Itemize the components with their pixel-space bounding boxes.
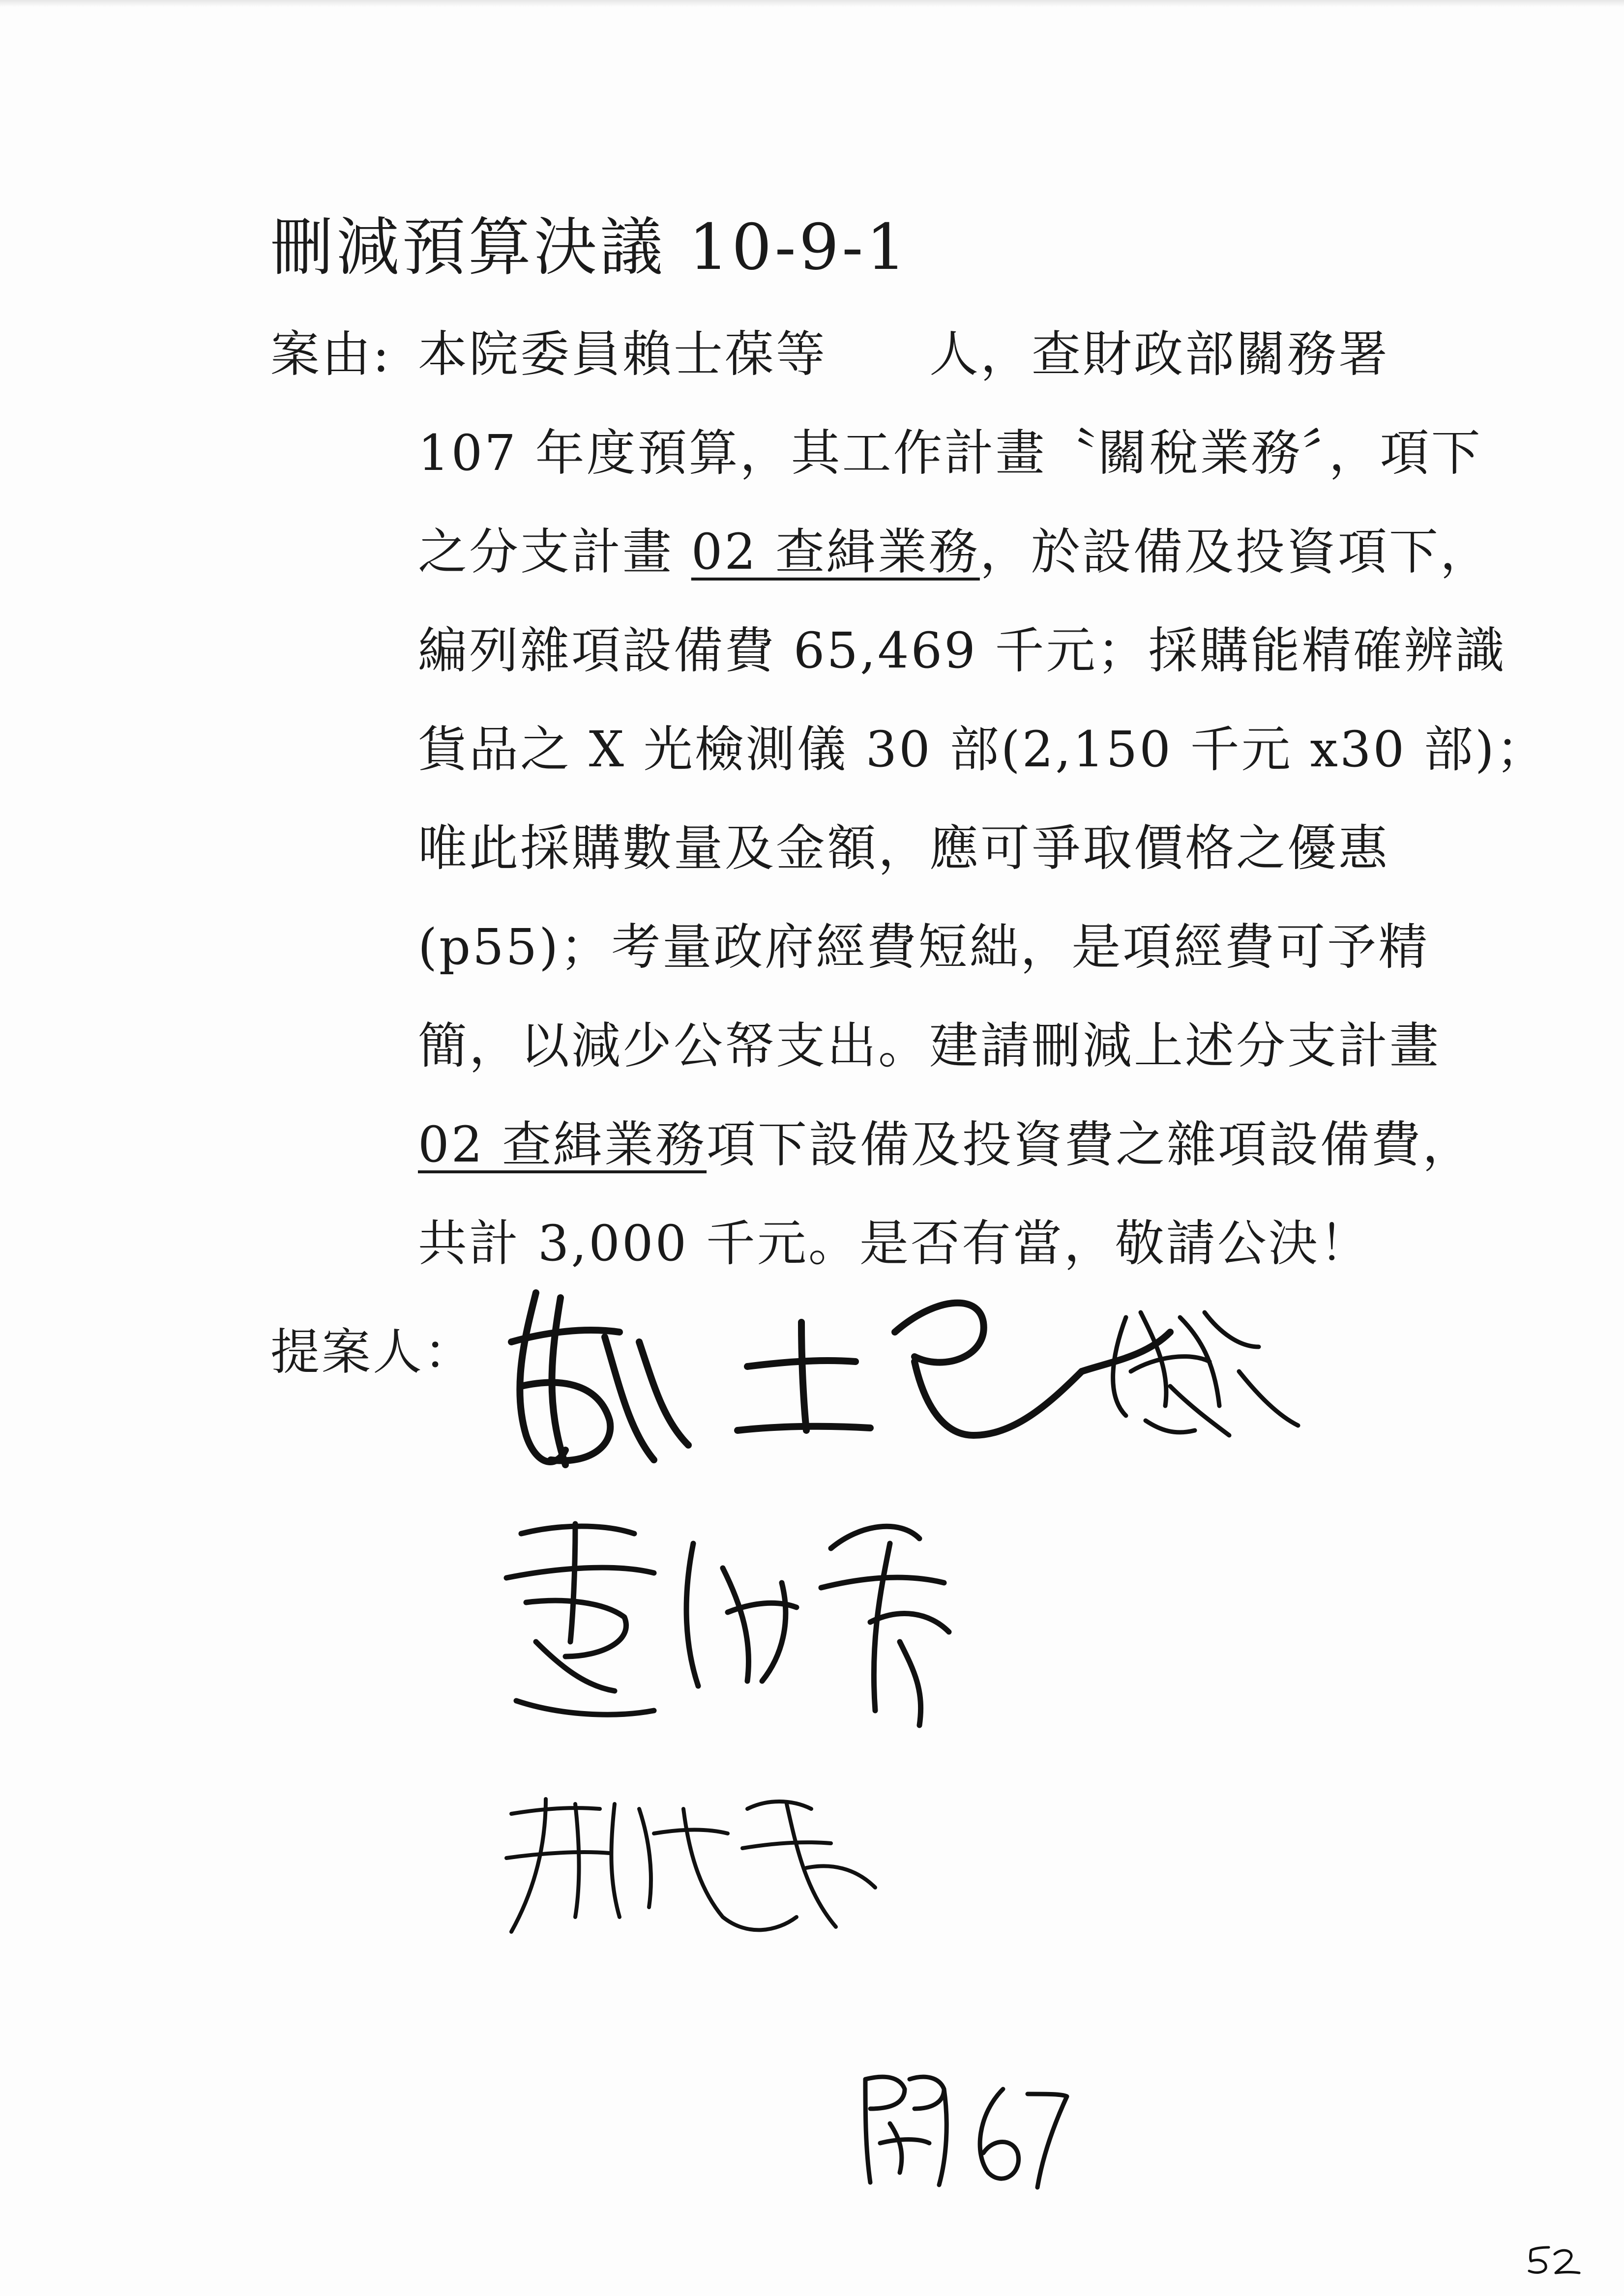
- line-text: 項下設備及投資費之雜項設備費，: [707, 1116, 1474, 1173]
- scan-edge: [0, 0, 1624, 7]
- reason-line: [418, 315, 1389, 385]
- signature-2: [487, 1494, 1003, 1740]
- proposer-label: 提案人：: [270, 1323, 475, 1381]
- line-text: 編列雜項設備費 65,469 千元；採購能精確辨識: [418, 622, 1506, 679]
- reason-line: [418, 611, 1506, 682]
- line-text: ，於設備及投資項下，: [979, 523, 1491, 581]
- reason-line: [418, 413, 1482, 484]
- reason-line: [418, 1006, 1441, 1077]
- reason-line: [418, 1105, 1474, 1176]
- reason-line: [418, 809, 1389, 879]
- line-text: 之分支計畫: [418, 523, 691, 581]
- document-title: 刪減預算決議 10-9-1: [270, 211, 909, 284]
- line-text: 唯此採購數量及金額，應可爭取價格之優惠: [418, 819, 1389, 877]
- reason-label: 案由:: [270, 325, 391, 383]
- page-number: [1524, 2241, 1583, 2281]
- reason-line: [418, 907, 1429, 978]
- line-text: 107 年度預算，其工作計畫〝關稅業務〞，項下: [418, 424, 1482, 482]
- line-text: 貨品之 X 光檢測儀 30 部(2,150 千元 x30 部)；: [418, 721, 1547, 778]
- line-text: 本院委員賴士葆等 人，查財政部關務署: [418, 325, 1389, 383]
- signature-3: [492, 1760, 895, 1947]
- reason-line: [418, 710, 1547, 781]
- line-text: 共計 3,000 千元。是否有當，敬請公決！: [418, 1215, 1371, 1272]
- underlined-term: 02 查緝業務: [418, 1116, 707, 1173]
- underlined-term: 02 查緝業務: [691, 523, 980, 581]
- line-text: 簡，以減少公帑支出。建請刪減上述分支計畫: [418, 1017, 1441, 1075]
- line-text: (p55)；考量政府經費短絀，是項經費可予精: [418, 918, 1430, 976]
- handwritten-note: [846, 2060, 1072, 2192]
- signature-1: [492, 1258, 1303, 1489]
- reason-line: [418, 512, 1491, 583]
